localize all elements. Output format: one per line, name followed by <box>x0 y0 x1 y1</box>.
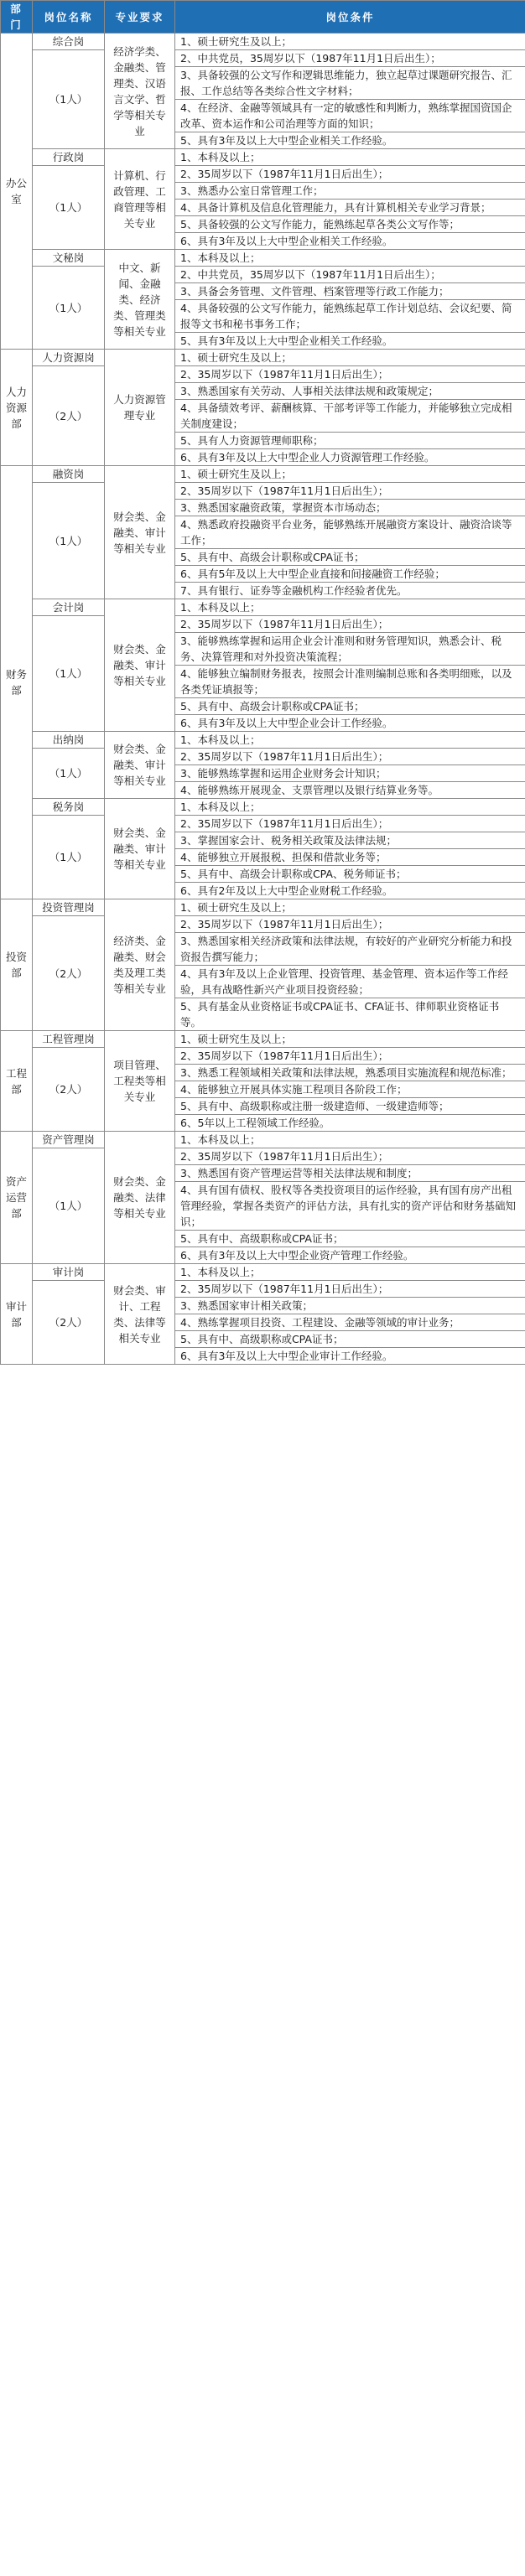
major-requirement: 财会类、金融类、审计等相关专业 <box>105 799 175 899</box>
condition-item: 3、能够熟练掌握和运用企业会计准则和财务管理知识，熟悉会计、税务、决算管理和对外投资决策流程； <box>175 633 525 666</box>
department-name: 人力资源部 <box>1 350 33 466</box>
table-row <box>1 250 525 267</box>
condition-item: 3、具备会务管理、文件管理、档案管理等行政工作能力； <box>175 283 525 300</box>
department-name: 财务部 <box>1 466 33 899</box>
major-requirement: 财会类、金融类、法律等相关专业 <box>105 1132 175 1264</box>
condition-item: 6、具有3年及以上大中型企业人力资源管理工作经验。 <box>175 449 525 466</box>
condition-item: 2、35周岁以下（1987年11月1日后出生）； <box>175 916 525 933</box>
department-name: 工程部 <box>1 1031 33 1132</box>
condition-item: 1、本科及以上； <box>175 250 525 267</box>
table-row <box>1 616 525 633</box>
table-row <box>1 916 525 933</box>
position-title: 融资岗 <box>33 466 105 483</box>
major-requirement: 经济类、金融类、财会类及理工类等相关专业 <box>105 899 175 1031</box>
position-headcount: （1人） <box>33 749 105 799</box>
condition-item: 5、具有中、高级职称或CPA证书； <box>175 1231 525 1247</box>
table-row <box>1 1148 525 1165</box>
table-row <box>1 267 525 283</box>
table-row <box>1 1281 525 1298</box>
condition-item: 2、35周岁以下（1987年11月1日后出生）； <box>175 749 525 765</box>
condition-item: 2、35周岁以下（1987年11月1日后出生）； <box>175 816 525 832</box>
major-requirement: 财会类、金融类、审计等相关专业 <box>105 466 175 599</box>
condition-item: 3、能够熟练掌握和运用企业财务会计知识； <box>175 765 525 782</box>
condition-item: 5、具有中、高级职称或注册一级建造师、一级建造师等； <box>175 1098 525 1115</box>
position-headcount: （1人） <box>33 166 105 250</box>
condition-item: 4、熟悉政府投融资平台业务，能够熟练开展融资方案设计、融资洽谈等工作； <box>175 516 525 549</box>
condition-item: 1、硕士研究生及以上； <box>175 350 525 366</box>
position-title: 税务岗 <box>33 799 105 816</box>
header-major: 专业要求 <box>105 1 175 34</box>
table-row <box>1 149 525 166</box>
position-headcount: （1人） <box>33 267 105 350</box>
condition-item: 4、具备绩效考评、薪酬核算、干部考评等工作能力，并能够独立完成相关制度建设； <box>175 400 525 433</box>
condition-item: 4、具有3年及以上企业管理、投资管理、基金管理、资本运作等工作经验，具有战略性新兴产业项目投资经验； <box>175 966 525 998</box>
table-row <box>1 483 525 500</box>
position-headcount: （2人） <box>33 1048 105 1132</box>
department-name: 投资部 <box>1 899 33 1031</box>
position-title: 出纳岗 <box>33 732 105 749</box>
table-row <box>1 816 525 832</box>
table-row <box>1 466 525 483</box>
major-requirement: 中文、新闻、金融类、经济类、管理类等相关专业 <box>105 250 175 350</box>
condition-item: 4、在经济、金融等领域具有一定的敏感性和判断力，熟练掌握国资国企改革、资本运作和公司治理等方面的知识； <box>175 100 525 132</box>
condition-item: 1、硕士研究生及以上； <box>175 34 525 50</box>
condition-item: 5、具有中、高级会计职称或CPA、税务师证书； <box>175 866 525 883</box>
condition-item: 2、35周岁以下（1987年11月1日后出生）； <box>175 366 525 383</box>
condition-item: 5、具有3年及以上大中型企业相关工作经验。 <box>175 132 525 149</box>
position-headcount: （1人） <box>33 616 105 732</box>
condition-item: 4、能够独立开展具体实施工程项目各阶段工作； <box>175 1081 525 1098</box>
condition-item: 1、本科及以上； <box>175 1132 525 1148</box>
condition-item: 5、具有基金从业资格证书或CPA证书、CFA证书、律师职业资格证书等。 <box>175 998 525 1031</box>
condition-item: 5、具有中、高级会计职称或CPA证书； <box>175 549 525 566</box>
condition-item: 5、具有中、高级会计职称或CPA证书； <box>175 698 525 715</box>
condition-item: 3、熟悉办公室日常管理工作； <box>175 183 525 200</box>
condition-item: 3、熟悉国有资产管理运营等相关法律法规和制度； <box>175 1165 525 1182</box>
condition-item: 1、本科及以上； <box>175 1264 525 1281</box>
condition-item: 5、具有人力资源管理师职称； <box>175 433 525 449</box>
table-row <box>1 366 525 383</box>
condition-item: 1、硕士研究生及以上； <box>175 466 525 483</box>
condition-item: 5、具有中、高级职称或CPA证书； <box>175 1331 525 1348</box>
position-title: 人力资源岗 <box>33 350 105 366</box>
major-requirement: 财会类、金融类、审计等相关专业 <box>105 732 175 799</box>
major-requirement: 财会类、金融类、审计等相关专业 <box>105 599 175 732</box>
condition-item: 6、具有5年及以上大中型企业直接和间接融资工作经验； <box>175 566 525 583</box>
position-title: 文秘岗 <box>33 250 105 267</box>
position-title: 审计岗 <box>33 1264 105 1281</box>
condition-item: 5、具有3年及以上大中型企业相关工作经验。 <box>175 333 525 350</box>
position-headcount: （1人） <box>33 483 105 599</box>
condition-item: 4、具备计算机及信息化管理能力，具有计算机相关专业学习背景； <box>175 200 525 216</box>
condition-item: 6、具有3年及以上大中型企业会计工作经验。 <box>175 715 525 732</box>
condition-item: 3、熟悉国家审计相关政策； <box>175 1298 525 1314</box>
position-headcount: （1人） <box>33 50 105 149</box>
condition-item: 6、具有3年及以上大中型企业相关工作经验。 <box>175 233 525 250</box>
condition-item: 2、中共党员，35周岁以下（1987年11月1日后出生）； <box>175 267 525 283</box>
table-row <box>1 1048 525 1065</box>
condition-item: 6、具有3年及以上大中型企业资产管理工作经验。 <box>175 1247 525 1264</box>
condition-item: 6、具有3年及以上大中型企业审计工作经验。 <box>175 1348 525 1365</box>
condition-item: 6、具有2年及以上大中型企业财税工作经验。 <box>175 883 525 899</box>
condition-item: 2、中共党员，35周岁以下（1987年11月1日后出生）； <box>175 50 525 67</box>
position-title: 会计岗 <box>33 599 105 616</box>
table-row <box>1 732 525 749</box>
condition-item: 3、熟悉工程领域相关政策和法律法规，熟悉项目实施流程和规范标准； <box>175 1065 525 1081</box>
position-title: 行政岗 <box>33 149 105 166</box>
header-position: 岗位名称 <box>33 1 105 34</box>
condition-item: 2、35周岁以下（1987年11月1日后出生）； <box>175 166 525 183</box>
condition-item: 2、35周岁以下（1987年11月1日后出生）； <box>175 616 525 633</box>
table-row <box>1 1132 525 1148</box>
table-row <box>1 350 525 366</box>
condition-item: 3、具备较强的公文写作和逻辑思维能力，独立起草过课题研究报告、汇报、工作总结等各类综合性文字材料； <box>175 67 525 100</box>
position-title: 资产管理岗 <box>33 1132 105 1148</box>
major-requirement: 人力资源管理专业 <box>105 350 175 466</box>
condition-item: 4、熟练掌握项目投资、工程建设、金融等领域的审计业务； <box>175 1314 525 1331</box>
condition-item: 4、具有国有债权、股权等各类投资项目的运作经验，具有国有房产出租管理经验，掌握各类资产的评估方法，具有扎实的资产评估和财务基础知识； <box>175 1182 525 1231</box>
position-headcount: （2人） <box>33 1281 105 1365</box>
table-row <box>1 599 525 616</box>
major-requirement: 财会类、审计、工程类、法律等相关专业 <box>105 1264 175 1365</box>
condition-item: 1、本科及以上； <box>175 799 525 816</box>
table-row <box>1 899 525 916</box>
major-requirement: 计算机、行政管理、工商管理等相关专业 <box>105 149 175 250</box>
condition-item: 1、本科及以上； <box>175 599 525 616</box>
table-row <box>1 1031 525 1048</box>
major-requirement: 项目管理、工程类等相关专业 <box>105 1031 175 1132</box>
condition-item: 3、熟悉国家融资政策，掌握资本市场动态； <box>175 500 525 516</box>
condition-item: 1、硕士研究生及以上； <box>175 899 525 916</box>
condition-item: 3、掌握国家会计、税务相关政策及法律法规； <box>175 832 525 849</box>
table-body <box>1 34 525 1365</box>
position-title: 投资管理岗 <box>33 899 105 916</box>
condition-item: 4、能够独立开展报税、担保和借款业务等； <box>175 849 525 866</box>
position-headcount: （1人） <box>33 1148 105 1264</box>
condition-item: 2、35周岁以下（1987年11月1日后出生）； <box>175 1148 525 1165</box>
table-header-row <box>1 1 525 34</box>
position-title: 综合岗 <box>33 34 105 50</box>
major-requirement: 经济学类、金融类、管理类、汉语言文学、哲学等相关专业 <box>105 34 175 149</box>
department-name: 资产运营部 <box>1 1132 33 1264</box>
table-row <box>1 799 525 816</box>
condition-item: 1、本科及以上； <box>175 149 525 166</box>
condition-item: 5、具备较强的公文写作能力，能熟练起草各类公文写作等； <box>175 216 525 233</box>
position-headcount: （2人） <box>33 916 105 1031</box>
condition-item: 7、具有银行、证券等金融机构工作经验者优先。 <box>175 583 525 599</box>
position-headcount: （1人） <box>33 816 105 899</box>
table-row <box>1 50 525 67</box>
condition-item: 2、35周岁以下（1987年11月1日后出生）； <box>175 1048 525 1065</box>
header-department: 部门 <box>1 1 33 34</box>
department-name: 办公室 <box>1 34 33 350</box>
table-row <box>1 34 525 50</box>
condition-item: 4、能够熟练开展现金、支票管理以及银行结算业务等。 <box>175 782 525 799</box>
table-row <box>1 749 525 765</box>
condition-item: 2、35周岁以下（1987年11月1日后出生）； <box>175 1281 525 1298</box>
department-name: 审计部 <box>1 1264 33 1365</box>
condition-item: 2、35周岁以下（1987年11月1日后出生）； <box>175 483 525 500</box>
position-title: 工程管理岗 <box>33 1031 105 1048</box>
condition-item: 3、熟悉国家有关劳动、人事相关法律法规和政策规定； <box>175 383 525 400</box>
table-row <box>1 1264 525 1281</box>
condition-item: 1、本科及以上； <box>175 732 525 749</box>
condition-item: 3、熟悉国家相关经济政策和法律法规，有较好的产业研究分析能力和投资报告撰写能力； <box>175 933 525 966</box>
position-headcount: （2人） <box>33 366 105 466</box>
condition-item: 4、具备较强的公文写作能力，能熟练起草工作计划总结、会议纪要、简报等文书和秘书事务工作； <box>175 300 525 333</box>
condition-item: 6、5年以上工程领域工作经验。 <box>175 1115 525 1132</box>
header-conditions: 岗位条件 <box>175 1 525 34</box>
condition-item: 4、能够独立编制财务报表，按照会计准则编制总账和各类明细账，以及各类凭证填报等； <box>175 666 525 698</box>
table-row <box>1 166 525 183</box>
condition-item: 1、硕士研究生及以上； <box>175 1031 525 1048</box>
